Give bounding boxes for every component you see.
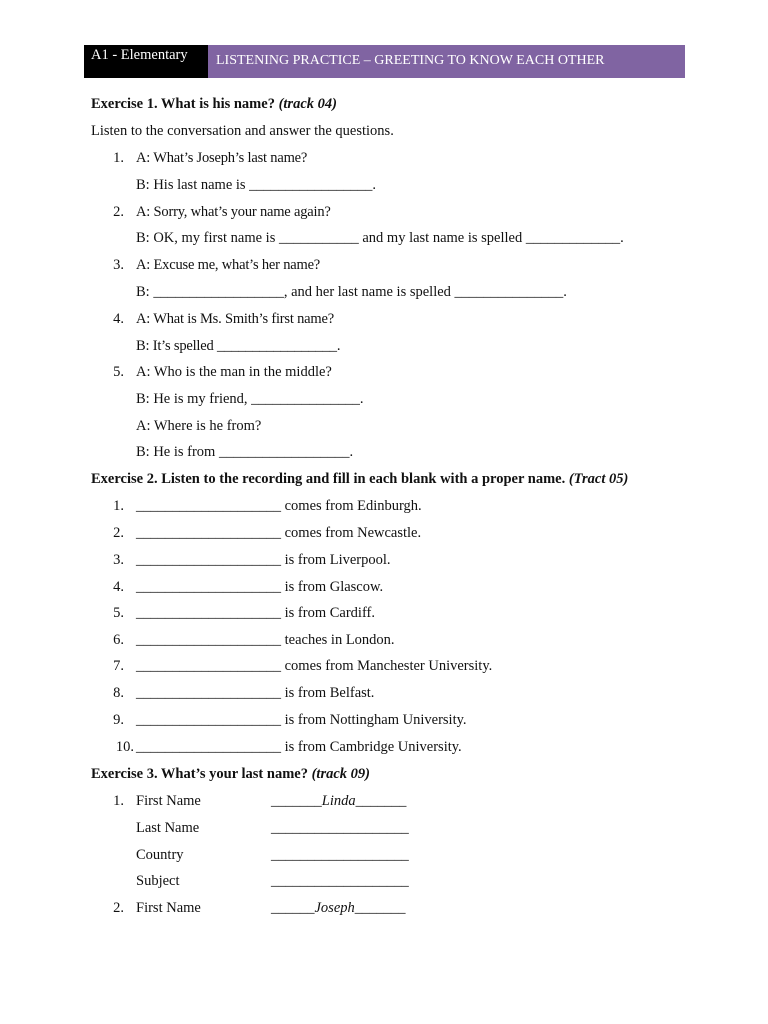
list-number: 5.	[113, 605, 124, 621]
fill-blank-item: ____________________ is from Nottingham University.	[136, 712, 467, 728]
list-number: 9.	[113, 712, 124, 728]
question-a: A: Who is the man in the middle?	[136, 364, 332, 380]
exercise-2-track: (Tract 05)	[568, 471, 629, 487]
list-number: 1.	[113, 150, 124, 166]
field-label: First Name	[136, 900, 201, 916]
answer-b: B: He is my friend, _______________.	[136, 391, 364, 407]
worksheet-header	[84, 45, 685, 78]
list-number: 2.	[113, 525, 124, 541]
list-number: 1.	[113, 498, 124, 514]
question-a: A: Sorry, what’s your name again?	[136, 204, 331, 220]
list-number: 2.	[113, 204, 124, 220]
field-label: Country	[136, 847, 184, 863]
question-a: A: What is Ms. Smith’s first name?	[136, 311, 334, 327]
list-number: 1.	[113, 793, 124, 809]
question-c: A: Where is he from?	[136, 418, 262, 434]
field-value: _______Linda_______	[271, 793, 407, 809]
list-number: 3.	[113, 552, 124, 568]
answer-d: B: He is from __________________.	[136, 444, 354, 460]
fill-blank-item: ____________________ teaches in London.	[136, 632, 395, 648]
question-a: A: What’s Joseph’s last name?	[136, 150, 308, 166]
field-label: Subject	[136, 873, 180, 889]
field-label: First Name	[136, 793, 201, 809]
fill-blank-item: ____________________ is from Glascow.	[136, 579, 384, 595]
exercise-3-title: Exercise 3. What’s your last name?	[91, 766, 308, 782]
field-label: Last Name	[136, 820, 200, 836]
list-number: 3.	[113, 257, 124, 273]
answer-b: B: His last name is _________________.	[136, 177, 377, 193]
question-a: A: Excuse me, what’s her name?	[136, 257, 321, 273]
answer-b: B: It’s spelled _________________.	[136, 338, 341, 354]
list-number: 6.	[113, 632, 124, 648]
fill-blank-item: ____________________ is from Cardiff.	[136, 605, 375, 621]
field-value: ___________________	[271, 873, 409, 889]
list-number: 2.	[113, 900, 124, 916]
exercise-3-track: (track 09)	[311, 766, 370, 782]
list-number: 7.	[113, 658, 124, 674]
list-number: 4.	[113, 579, 124, 595]
list-number: 5.	[113, 364, 124, 380]
exercise-1-track: (track 04)	[278, 96, 337, 112]
fill-blank-item: ____________________ is from Belfast.	[136, 685, 375, 701]
exercise-2-heading	[91, 470, 628, 488]
field-value: ___________________	[271, 847, 409, 863]
field-value: ___________________	[271, 820, 409, 836]
list-number: 10.	[115, 739, 134, 755]
answer-b: B: OK, my first name is ___________ and my last name is spelled _____________.	[136, 230, 624, 246]
list-number: 8.	[113, 685, 124, 701]
exercise-1-heading	[91, 95, 337, 113]
fill-blank-item: ____________________ comes from Newcastle.	[136, 525, 422, 541]
worksheet-title: LISTENING PRACTICE – GREETING TO KNOW EACH OTHER	[208, 45, 685, 78]
fill-blank-item: ____________________ is from Cambridge University.	[136, 739, 462, 755]
field-value: ______Joseph_______	[271, 900, 406, 916]
exercise-1-instruction: Listen to the conversation and answer the questions.	[91, 123, 394, 139]
fill-blank-item: ____________________ comes from Edinburgh.	[136, 498, 422, 514]
answer-b: B: __________________, and her last name is spelled _______________.	[136, 284, 567, 300]
fill-blank-item: ____________________ is from Liverpool.	[136, 552, 391, 568]
exercise-3-heading	[91, 765, 370, 783]
exercise-2-title: Exercise 2. Listen to the recording and fill in each blank with a proper name.	[91, 471, 566, 487]
level-label: A1 - Elementary	[84, 45, 208, 78]
list-number: 4.	[113, 311, 124, 327]
fill-blank-item: ____________________ comes from Manchester University.	[136, 658, 493, 674]
exercise-1-title: Exercise 1. What is his name?	[91, 96, 275, 112]
